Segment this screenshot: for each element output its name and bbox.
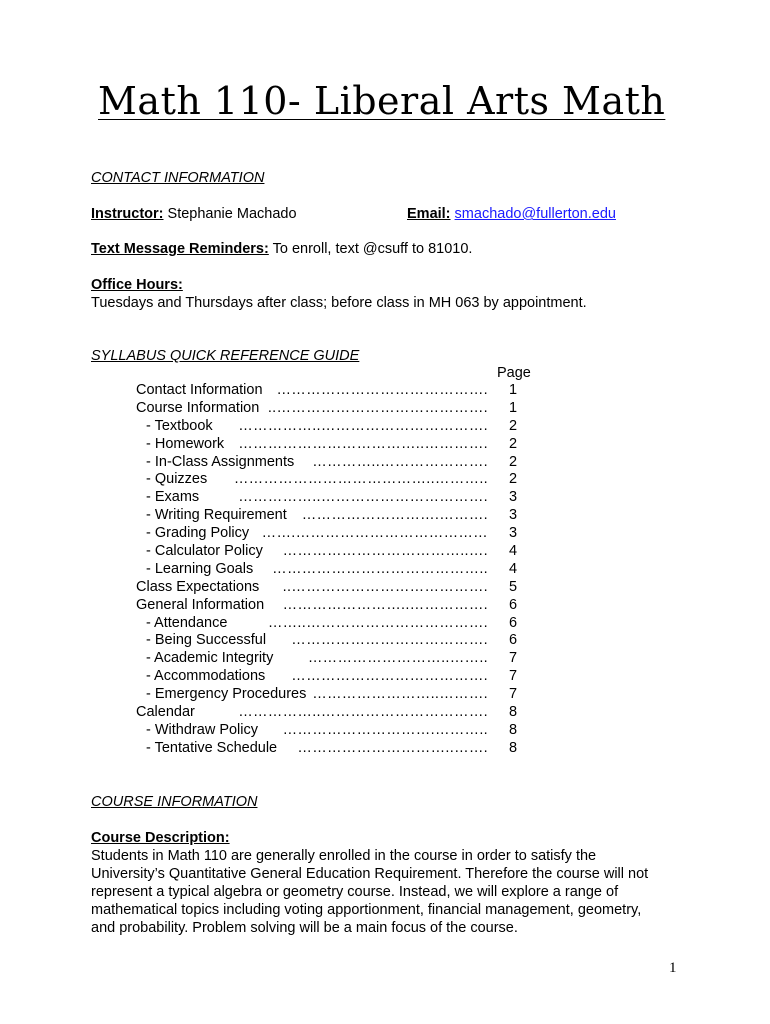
toc-leader-dots: ……………………………………. [276, 382, 488, 398]
course-description [91, 847, 691, 937]
toc-label: - Exams [146, 489, 200, 506]
toc-label: General Information [136, 596, 265, 613]
toc-page-number: 2 [508, 435, 518, 452]
toc-label: - Tentative Schedule [146, 739, 278, 756]
toc-row [136, 615, 536, 633]
toc-leader-dots: …………………………………. [291, 668, 488, 685]
toc-page-number: 4 [508, 560, 518, 577]
toc-page-number: 8 [508, 739, 518, 756]
instructor-label: Instructor: [91, 206, 164, 222]
toc-label: Contact Information [136, 382, 263, 398]
toc-leader-dots: ……..………………………………. [267, 614, 488, 631]
quick-reference-list [136, 382, 536, 758]
toc-page-number: 2 [508, 471, 518, 488]
toc-row [136, 561, 536, 579]
course-description-line: Students in Math 110 are generally enrolled in the course in order to satisfy the [91, 848, 597, 864]
toc-row [136, 686, 536, 704]
email-link[interactable]: smachado@fullerton.edu [454, 206, 616, 222]
toc-page-number: 6 [508, 596, 518, 613]
toc-leader-dots: ……………………..……………. [282, 596, 488, 613]
course-description-label: Course Description: [91, 830, 230, 846]
toc-leader-dots: ………………………….……….. [282, 721, 488, 738]
toc-label: - In-Class Assignments [146, 453, 295, 470]
toc-row [136, 722, 536, 740]
office-hours-label: Office Hours: [91, 277, 183, 293]
toc-page-number: 6 [508, 632, 518, 649]
toc-label: - Calculator Policy [146, 543, 263, 560]
instructor-line [91, 205, 297, 223]
toc-page-number: 3 [508, 525, 518, 542]
email-label: Email: [407, 206, 451, 222]
toc-page-number: 3 [508, 489, 518, 506]
toc-label: - Accommodations [146, 668, 266, 685]
toc-leader-dots: ……………..……………………………. [238, 489, 488, 506]
toc-leader-dots: …………………………..……. [297, 739, 488, 756]
course-description-line: mathematical topics including voting apportionment, financial management, geometry, [91, 902, 642, 918]
toc-row [136, 454, 536, 472]
contact-heading: CONTACT INFORMATION [91, 170, 265, 186]
toc-leader-dots: …………………………………. [291, 632, 488, 649]
toc-row [136, 489, 536, 507]
toc-row [136, 471, 536, 489]
text-reminders-value: To enroll, text @csuff to 81010. [272, 241, 473, 257]
course-description-line: University’s Quantitative General Education Requirement. Therefore the course will not [91, 866, 649, 882]
toc-leader-dots: ………………………..…….. [307, 650, 488, 667]
toc-label: - Withdraw Policy [146, 721, 258, 738]
toc-page-number: 7 [508, 650, 518, 667]
email-line [407, 205, 616, 223]
toc-leader-dots: ……………..……………………………. [238, 704, 488, 721]
toc-label: - Attendance [146, 614, 228, 631]
toc-label: - Academic Integrity [146, 650, 274, 667]
toc-leader-dots: ……………………..………. [312, 686, 488, 703]
toc-page-number: 8 [508, 721, 518, 738]
toc-leader-dots: ..…………………………………. [282, 578, 488, 595]
toc-label: - Being Successful [146, 632, 267, 649]
guide-heading: SYLLABUS QUICK REFERENCE GUIDE [91, 348, 360, 364]
toc-leader-dots: …………..…………………. [312, 453, 488, 470]
toc-row [136, 507, 536, 525]
toc-leader-dots: …………………………………….. [272, 560, 488, 577]
toc-row [136, 704, 536, 722]
toc-page-number: 7 [508, 668, 518, 685]
toc-page-number: 6 [508, 614, 518, 631]
toc-page-number: 2 [508, 453, 518, 470]
toc-page-number: 5 [508, 578, 518, 595]
toc-row [136, 668, 536, 686]
toc-label: - Textbook [146, 417, 213, 434]
instructor-name: Stephanie Machado [167, 206, 297, 222]
toc-page-number: 1 [508, 382, 518, 398]
toc-label: - Quizzes [146, 471, 208, 488]
toc-page-number: 4 [508, 543, 518, 560]
toc-label: - Emergency Procedures [146, 686, 307, 703]
toc-row [136, 418, 536, 436]
guide-page-header: Page [497, 365, 531, 381]
toc-page-number: 3 [508, 507, 518, 524]
course-description-line: represent a typical algebra or geometry course. Instead, we will explore a range of [91, 884, 619, 900]
toc-row [136, 525, 536, 543]
toc-leader-dots: ……………………….………. [301, 507, 488, 524]
page-number: 1 [669, 960, 677, 976]
toc-label: Class Expectations [136, 578, 260, 595]
toc-leader-dots: ………………………………..…. [282, 543, 488, 560]
toc-page-number: 2 [508, 417, 518, 434]
toc-leader-dots: ..……………………………………. [267, 399, 488, 416]
toc-leader-dots: …………………………………..……….. [233, 471, 488, 488]
toc-row [136, 740, 536, 758]
toc-page-number: 1 [508, 399, 518, 416]
toc-row [136, 650, 536, 668]
text-reminders-line [91, 240, 472, 258]
toc-row [136, 400, 536, 418]
toc-page-number: 8 [508, 704, 518, 721]
toc-row [136, 632, 536, 650]
toc-label: Calendar [136, 704, 195, 721]
toc-row [136, 597, 536, 615]
toc-label: Course Information [136, 399, 260, 416]
toc-label: - Homework [146, 435, 225, 452]
text-reminders-label: Text Message Reminders: [91, 241, 269, 257]
toc-label: - Grading Policy [146, 525, 250, 542]
toc-label: - Writing Requirement [146, 507, 287, 524]
toc-leader-dots: ………………………………..…………. [238, 435, 488, 452]
toc-row [136, 579, 536, 597]
toc-row [136, 436, 536, 454]
course-heading: COURSE INFORMATION [91, 794, 258, 810]
toc-leader-dots: ……………..……………………………. [238, 417, 488, 434]
toc-leader-dots: …….………………………………… [261, 525, 488, 542]
toc-row [136, 543, 536, 561]
office-hours-value: Tuesdays and Thursdays after class; before class in MH 063 by appointment. [91, 295, 587, 311]
toc-row [136, 382, 536, 400]
course-description-line: and probability. Problem solving will be a main focus of the course. [91, 920, 518, 936]
page-title: Math 110- Liberal Arts Math [98, 79, 666, 123]
toc-label: - Learning Goals [146, 560, 254, 577]
toc-page-number: 7 [508, 686, 518, 703]
